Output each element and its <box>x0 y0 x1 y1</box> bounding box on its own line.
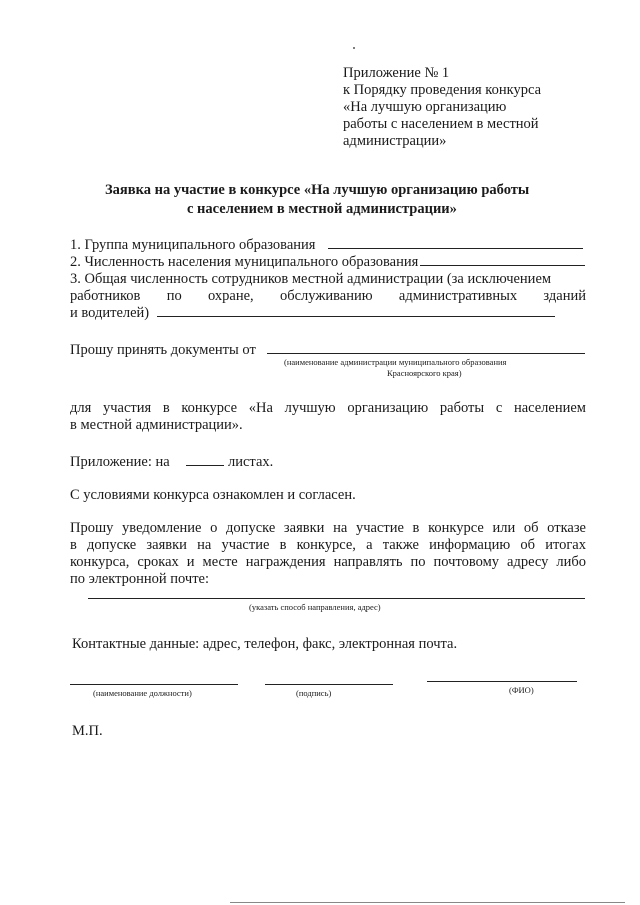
signature-caption: (подпись) <box>296 688 332 698</box>
attachment-suffix: листах. <box>228 454 274 470</box>
delivery-method-field-line <box>88 598 585 599</box>
participation-line-1: для участия в конкурсе «На лучшую организацию работы с населением <box>70 400 586 416</box>
attachment-prefix: Приложение: на <box>70 454 170 470</box>
participation-line-2: в местной администрации». <box>70 417 243 433</box>
notify-line-4: по электронной почте: <box>70 571 210 587</box>
scan-edge-line <box>230 902 625 903</box>
appendix-line-3: «На лучшую организацию <box>343 99 507 115</box>
notify-line-2: в допуске заявки на участие в конкурсе, а также информацию об итогах <box>70 537 586 553</box>
scan-speck <box>353 47 355 49</box>
administration-caption-line-1: (наименование администрации муниципального образования <box>284 357 507 367</box>
attachment-pages-field-line <box>186 465 224 466</box>
appendix-line-4: работы с населением в местной <box>343 116 539 132</box>
appendix-line-2: к Порядку проведения конкурса <box>343 82 542 98</box>
signature-field-line <box>265 684 393 685</box>
full-name-field-line <box>427 681 577 682</box>
municipal-group-field-line <box>328 248 583 249</box>
position-caption: (наименование должности) <box>93 688 192 698</box>
document-title-line-1: Заявка на участие в конкурсе «На лучшую организацию работы <box>105 182 530 198</box>
position-field-line <box>70 684 238 685</box>
appendix-line-1: Приложение № 1 <box>343 65 450 81</box>
delivery-method-caption: (указать способ направления, адрес) <box>249 602 381 612</box>
document-title-line-2: с населением в местной администрации» <box>187 201 457 217</box>
staff-count-field-line <box>157 316 555 317</box>
notify-line-1: Прошу уведомление о допуске заявки на участие в конкурсе или об отказе <box>70 520 586 536</box>
appendix-line-5: администрации» <box>343 133 447 149</box>
full-name-caption: (ФИО) <box>509 685 534 695</box>
item-staff-count-line-3: и водителей) <box>70 305 150 321</box>
item-staff-count-line-1: 3. Общая численность сотрудников местной администрации (за исключением <box>70 271 552 287</box>
administration-name-field-line <box>267 353 585 354</box>
contacts-statement: Контактные данные: адрес, телефон, факс, электронная почта. <box>72 636 458 652</box>
stamp-placeholder: М.П. <box>72 723 103 739</box>
agreement-statement: С условиями конкурса ознакомлен и согласен. <box>70 487 356 503</box>
item-population: 2. Численность населения муниципального образования <box>70 254 419 270</box>
population-field-line <box>420 265 585 266</box>
administration-caption-line-2: Красноярского края) <box>387 368 462 378</box>
notify-line-3: конкурса, сроках и месте награждения направлять по почтовому адресу либо <box>70 554 586 570</box>
item-municipal-group: 1. Группа муниципального образования <box>70 237 316 253</box>
item-staff-count-line-2: работников по охране, обслуживанию административных зданий <box>70 288 586 304</box>
request-label: Прошу принять документы от <box>70 342 256 358</box>
